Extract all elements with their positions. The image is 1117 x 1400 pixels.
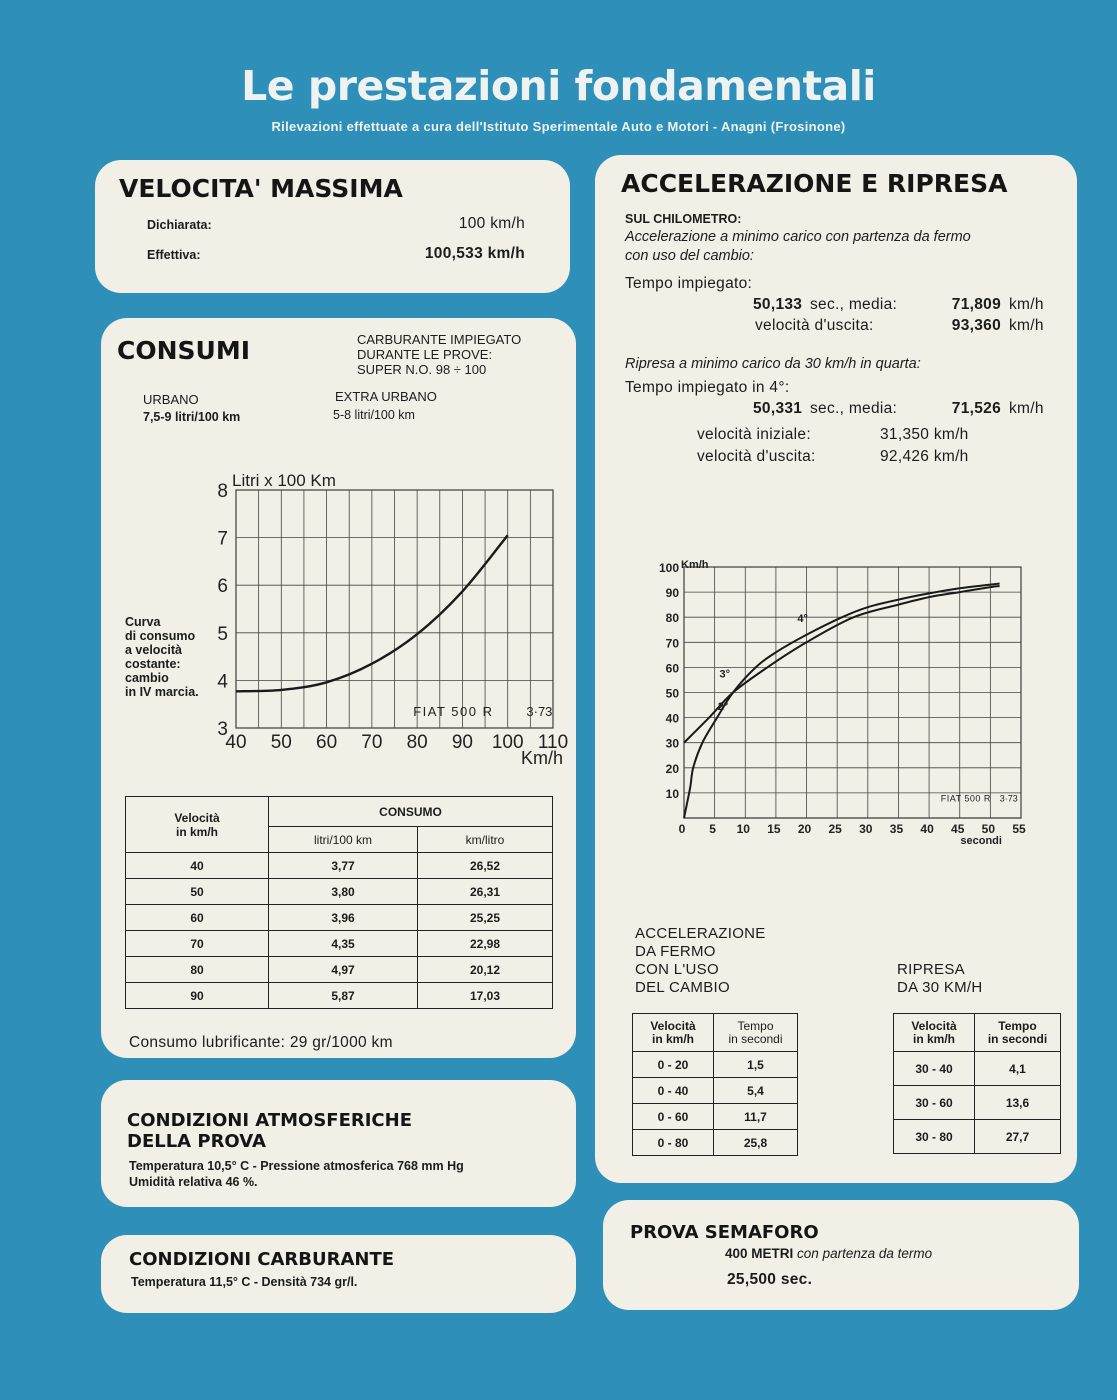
table-cell: 20,12 <box>418 957 553 983</box>
carburante-line: Temperatura 11,5° C - Densità 734 gr/l. <box>131 1275 358 1289</box>
x-tick-label: 90 <box>451 732 473 753</box>
table-row <box>894 1120 1061 1154</box>
table-cell: 60 <box>126 905 269 931</box>
semaforo-panel <box>603 1200 1079 1310</box>
dichiarata-value: 100 km/h <box>458 215 525 232</box>
table-cell: 5,4 <box>714 1078 798 1104</box>
table-row <box>126 905 553 931</box>
table-cell: 30 - 40 <box>894 1052 975 1086</box>
uscita-label: velocità d'uscita: <box>755 317 874 334</box>
x-tick-label: 100 <box>491 732 524 753</box>
ripresa-desc: Ripresa a minimo carico da 30 km/h in quarta: <box>625 356 921 372</box>
table-cell: 25,8 <box>714 1130 798 1156</box>
media-unit: km/h <box>1009 296 1044 313</box>
semaforo-line1: 400 METRI con partenza da termo <box>725 1246 933 1261</box>
y-tick-label: 10 <box>665 786 679 801</box>
acc-desc2: con uso del cambio: <box>625 248 754 264</box>
rip-table: Velocità in km/h Tempo in secondi 30 - 40 4,1 30 - 60 13,6 30 - 80 27,7 <box>893 1013 1061 1154</box>
y-tick-label: 3 <box>217 719 228 740</box>
consumi-title: CONSUMI <box>117 336 251 365</box>
table-cell: 30 - 80 <box>894 1120 975 1154</box>
table-cell: 40 <box>126 853 269 879</box>
sec-media-label: sec., media: <box>810 296 898 313</box>
gear-label: 3° <box>719 668 731 681</box>
gear-label: 4° <box>797 613 808 626</box>
col-consumo-header: CONSUMO <box>269 797 553 827</box>
table-row <box>126 983 553 1009</box>
x-tick-label: 60 <box>316 732 338 753</box>
carburante-title: CONDIZIONI CARBURANTE <box>129 1249 395 1270</box>
acc-desc1: Accelerazione a minimo carico con partenza da fermo <box>625 229 971 245</box>
acc-heading: ACCELERAZIONE DA FERMO CON L'USO DEL CAMBIO <box>635 925 766 996</box>
page-subtitle: Rilevazioni effettuate a cura dell'Istituto Sperimentale Auto e Motori - Anagni (Frosinone) <box>271 119 846 134</box>
table-cell: 0 - 20 <box>633 1052 714 1078</box>
velocita-panel <box>95 160 570 293</box>
uscita4-label: velocità d'uscita: <box>697 448 816 465</box>
accelerazione-title: ACCELERAZIONE E RIPRESA <box>621 169 1008 198</box>
sec-media4-label: sec., media: <box>810 400 898 417</box>
x-tick-label: 50 <box>270 732 292 753</box>
table-cell: 4,1 <box>975 1052 1061 1086</box>
table-cell: 25,25 <box>418 905 553 931</box>
table-cell: 0 - 60 <box>633 1104 714 1130</box>
y-axis-label: Km/h <box>681 559 709 571</box>
x-tick-label: 55 <box>1012 822 1026 836</box>
table-row <box>894 1052 1061 1086</box>
x-tick-label: 5 <box>709 822 716 836</box>
media4-unit: km/h <box>1009 400 1044 417</box>
y-tick-label: 8 <box>217 481 228 502</box>
table-cell: 70 <box>126 931 269 957</box>
x-tick-label: 50 <box>981 822 996 836</box>
x-tick-label: 25 <box>828 822 842 836</box>
table-cell: 0 - 40 <box>633 1078 714 1104</box>
media4-value: 71,526 <box>951 400 1001 417</box>
semaforo-line2: 25,500 sec. <box>727 1271 813 1288</box>
carburante-line2: DURANTE LE PROVE: <box>357 347 493 362</box>
carburante-panel <box>101 1235 576 1313</box>
urbano-label: URBANO <box>143 392 199 407</box>
y-tick-label: 7 <box>217 528 228 550</box>
table-cell: 0 - 80 <box>633 1130 714 1156</box>
consumi-table <box>125 796 553 1009</box>
y-axis-label: Litri x 100 Km <box>232 471 336 490</box>
table-row <box>633 1052 798 1078</box>
table-cell: 26,31 <box>418 879 553 905</box>
table-cell: 30 - 60 <box>894 1086 975 1120</box>
table-cell: 50 <box>126 879 269 905</box>
uscita-value: 93,360 <box>951 317 1001 334</box>
y-tick-label: 90 <box>665 586 679 601</box>
table-row <box>126 957 553 983</box>
table-cell: 90 <box>126 983 269 1009</box>
semaforo-title: PROVA SEMAFORO <box>630 1222 819 1243</box>
rip-heading: RIPRESA DA 30 KM/H <box>897 961 983 996</box>
x-tick-label: 35 <box>889 822 904 836</box>
col-kml-header: km/litro <box>418 827 553 853</box>
page-title: Le prestazioni fondamentali <box>241 62 876 110</box>
iniziale-value: 31,350 km/h <box>880 426 969 443</box>
table-cell: 4,97 <box>269 957 418 983</box>
table-row <box>633 1078 798 1104</box>
y-tick-label: 6 <box>217 576 228 598</box>
table-cell: 4,35 <box>269 931 418 957</box>
y-tick-label: 100 <box>658 561 679 575</box>
x-axis-label: Km/h <box>520 748 563 768</box>
acc-table: Velocità in km/h Tempo in secondi 0 - 20 1,5 0 - 40 5,4 0 - 60 11,7 0 - 80 25,8 <box>632 1013 798 1156</box>
x-axis-label: secondi <box>960 835 1002 847</box>
lubrificante: Consumo lubrificante: 29 gr/1000 km <box>129 1034 393 1051</box>
x-tick-label: 45 <box>951 822 965 836</box>
table-cell: 27,7 <box>975 1120 1061 1154</box>
velocita-title: VELOCITA' MASSIMA <box>119 174 403 203</box>
table-row <box>633 1104 798 1130</box>
table-row <box>126 853 553 879</box>
x-tick-label: 80 <box>406 732 428 753</box>
chart-annotation-ratio: 3·73 <box>526 704 553 720</box>
col-l100-header: litri/100 km <box>269 827 418 853</box>
y-tick-label: 4 <box>217 671 228 693</box>
table-cell: 3,96 <box>269 905 418 931</box>
uscita-unit: km/h <box>1009 317 1044 334</box>
x-tick-label: 70 <box>361 732 383 753</box>
extra-urbano-label: EXTRA URBANO <box>335 389 437 404</box>
table-row <box>633 1130 798 1156</box>
table-row <box>126 931 553 957</box>
table-cell: 22,98 <box>418 931 553 957</box>
table-cell: 1,5 <box>714 1052 798 1078</box>
y-tick-label: 80 <box>665 611 679 626</box>
carburante-line1: CARBURANTE IMPIEGATO <box>357 332 522 347</box>
sul-chilometro: SUL CHILOMETRO: <box>625 212 742 226</box>
y-tick-label: 20 <box>665 761 679 776</box>
y-tick-label: 30 <box>665 736 679 751</box>
iniziale-label: velocità iniziale: <box>697 426 811 443</box>
col-velocita-header: Velocità in km/h <box>126 797 269 853</box>
carburante-line3: SUPER N.O. 98 ÷ 100 <box>357 362 487 377</box>
table-row <box>894 1086 1061 1120</box>
gear-label: 2° <box>717 701 729 714</box>
effettiva-value: 100,533 km/h <box>424 245 525 262</box>
chart-annotation-ratio: 3·73 <box>999 793 1018 804</box>
table-cell: 26,52 <box>418 853 553 879</box>
atmosferiche-line2: Umidità relativa 46 %. <box>129 1175 258 1189</box>
table-cell: 11,7 <box>714 1104 798 1130</box>
atmosferiche-line1: Temperatura 10,5° C - Pressione atmosferica 768 mm Hg <box>129 1159 464 1173</box>
tempo4-sec: 50,331 <box>753 400 803 417</box>
x-tick-label: 20 <box>797 822 812 836</box>
media-value: 71,809 <box>951 296 1001 313</box>
atmosferiche-panel <box>101 1080 576 1207</box>
x-tick-label: 110 <box>537 732 569 753</box>
x-tick-label: 10 <box>736 822 750 836</box>
extra-urbano-value: 5-8 litri/100 km <box>333 408 415 422</box>
tempo-sec: 50,133 <box>753 296 803 313</box>
table-cell: 3,80 <box>269 879 418 905</box>
table-cell: 17,03 <box>418 983 553 1009</box>
chart-annotation: FIAT 500 R <box>413 704 494 720</box>
table-cell: 3,77 <box>269 853 418 879</box>
uscita4-value: 92,426 km/h <box>880 448 969 465</box>
urbano-value: 7,5-9 litri/100 km <box>143 410 241 424</box>
consumi-panel <box>101 318 576 1058</box>
atmosferiche-title1: CONDIZIONI ATMOSFERICHE <box>127 1110 413 1131</box>
effettiva-label: Effettiva: <box>147 248 201 262</box>
table-row <box>126 879 553 905</box>
x-tick-label: 30 <box>859 822 873 836</box>
y-tick-label: 40 <box>665 711 679 726</box>
y-tick-label: 50 <box>665 686 679 701</box>
y-tick-label: 60 <box>665 661 679 676</box>
chart-annotation: FIAT 500 R <box>940 793 991 804</box>
curve-caption: Curva di consumo a velocità costante: cambio in IV marcia. <box>125 615 199 699</box>
tempo4-label: Tempo impiegato in 4°: <box>625 379 790 396</box>
table-cell: 13,6 <box>975 1086 1061 1120</box>
x-tick-label: 40 <box>225 732 247 753</box>
accelerazione-panel <box>595 155 1077 1183</box>
x-tick-label: 0 <box>678 822 686 836</box>
y-tick-label: 5 <box>217 623 228 645</box>
tempo-label: Tempo impiegato: <box>625 275 753 292</box>
dichiarata-label: Dichiarata: <box>147 218 212 232</box>
table-cell: 80 <box>126 957 269 983</box>
table-cell: 5,87 <box>269 983 418 1009</box>
atmosferiche-title2: DELLA PROVA <box>127 1131 266 1152</box>
y-tick-label: 70 <box>665 636 679 651</box>
x-tick-label: 40 <box>920 822 934 836</box>
x-tick-label: 15 <box>767 822 781 836</box>
